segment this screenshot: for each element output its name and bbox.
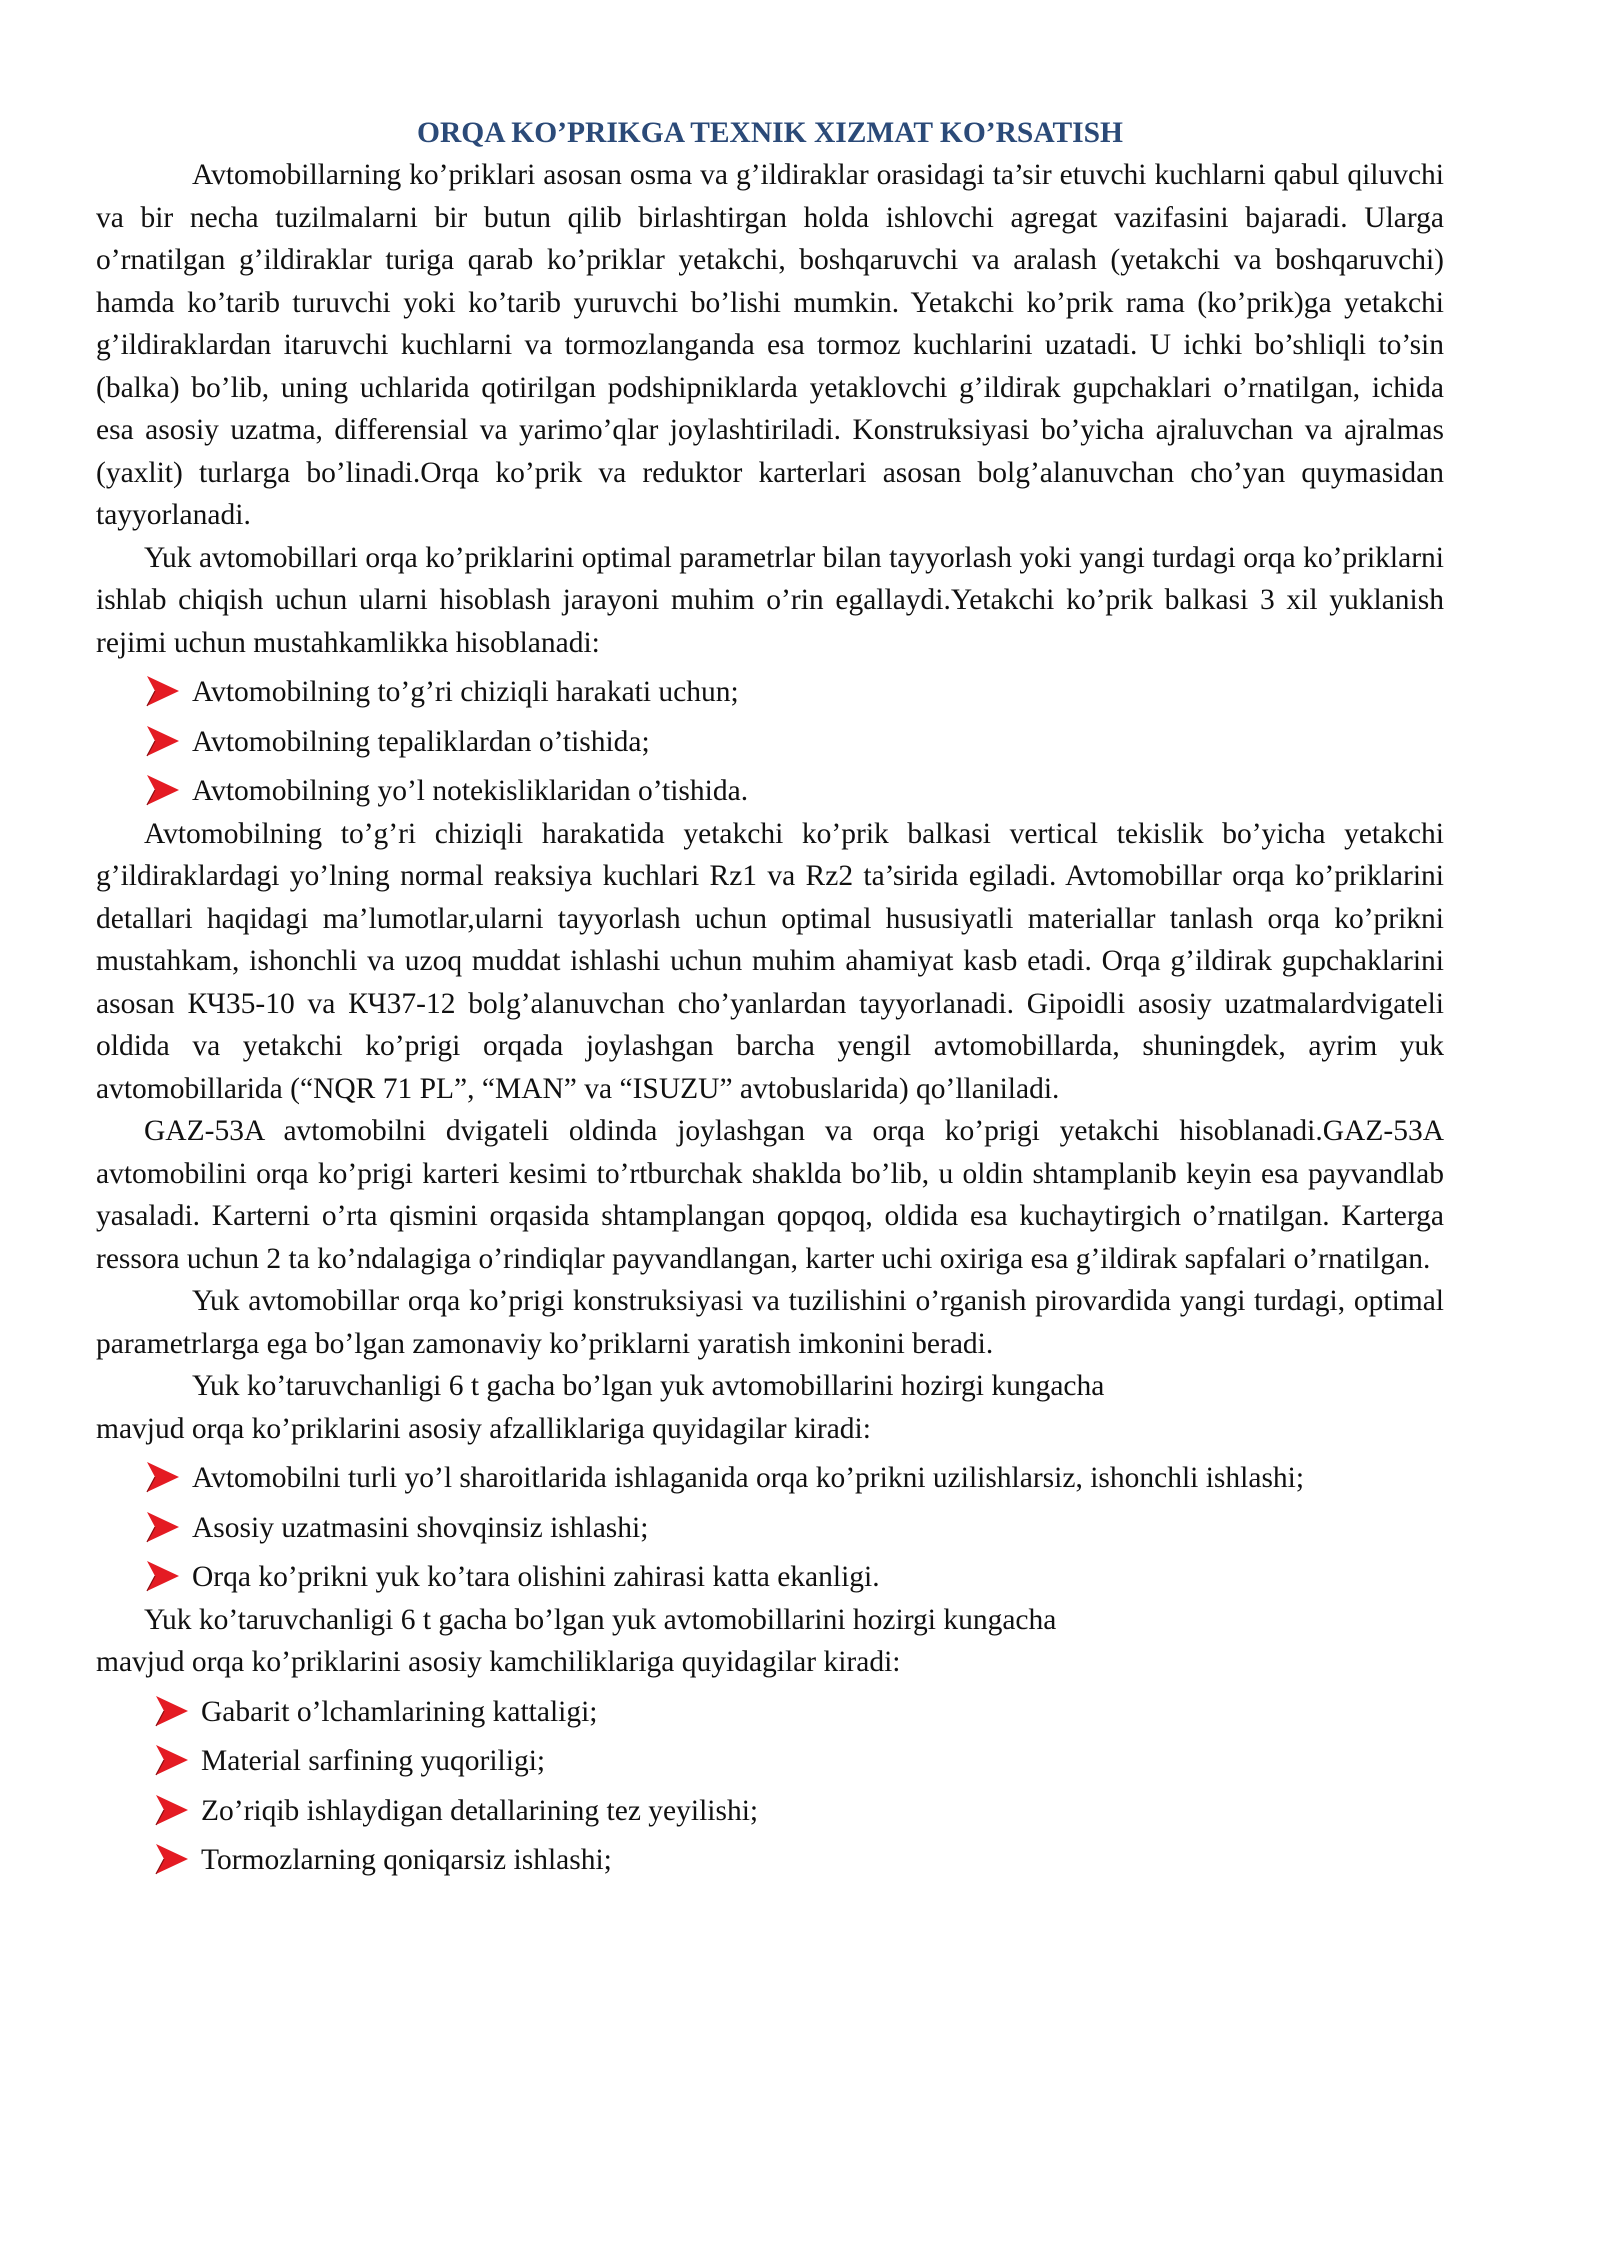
paragraph-disadvantages-intro-1: Yuk ko’taruvchanligi 6 t gacha bo’lgan yuk avtomobillarini hozirgi kungacha: [144, 1603, 1057, 1636]
list-item: [96, 1839, 1444, 1882]
list-item-text: Avtomobilning yo’l notekisliklaridan o’tishida.: [192, 775, 749, 807]
paragraph-study: Yuk avtomobillar orqa ko’prigi konstruksiyasi va tuzilishini o’rganish pirovardida yangi turdagi, optimal parametrlarga ega bo’lgan zamonaviy ko’priklarni yaratish imkonini beradi.: [96, 1285, 1444, 1360]
list-item: [96, 1457, 1444, 1500]
red-arrowhead-icon: [155, 1843, 189, 1875]
list-item: [96, 770, 1444, 813]
document-title: ORQA KO’PRIKGA TEXNIK XIZMAT KO’RSATISH: [417, 117, 1123, 149]
red-arrowhead-icon: [146, 675, 180, 707]
list-item-text: Orqa ko’prikni yuk ko’tara olishini zahirasi katta ekanligi.: [192, 1561, 880, 1593]
list-item: [96, 721, 1444, 764]
list-item-text: Asosiy uzatmasini shovqinsiz ishlashi;: [192, 1511, 649, 1544]
paragraph-straight-motion: Avtomobilning to’g’ri chiziqli harakatida yetakchi ko’prik balkasi vertical tekislik bo’yicha yetakchi g’ildiraklardagi yo’lning normal reaksiya kuchlari Rz1 va Rz2 ta’sirida egiladi. Avtomobillar orqa ko’priklarini detallari haqidagi ma’lumotlar,ularni tayyorlash uchun optimal hususiyatli materiallar tanlash orqa ko’prikni mustahkam, ishonchli va uzoq muddat ishlashi uchun muhim ahamiyat kasb etadi. Orqa g’ildirak gupchaklarini asosan КЧ35-10 va КЧ37-12 bolg’alanuvchan cho’yanlardan tayyorlanadi. Gipoidli asosiy uzatmalardvigateli oldida va yetakchi ko’prigi orqada joylashgan barcha yengil avtomobillarda, shuningdek, ayrim yuk avtomobillarida (“NQR 71 PL”, “MAN” va “ISUZU” avtobuslarida) qo’llaniladi.: [96, 817, 1444, 1105]
red-arrowhead-icon: [146, 774, 180, 806]
advantages-list: [96, 1457, 1444, 1599]
paragraph-advantages-intro-1: Yuk ko’taruvchanligi 6 t gacha bo’lgan yuk avtomobillarini hozirgi kungacha: [192, 1370, 1105, 1402]
paragraph-disadvantages-intro-2: mavjud orqa ko’priklarini asosiy kamchiliklariga quyidagilar kiradi:: [96, 1646, 901, 1678]
red-arrowhead-icon: [146, 1511, 180, 1543]
red-arrowhead-icon: [155, 1744, 189, 1776]
list-item: [96, 1790, 1444, 1833]
disadvantages-list: [96, 1691, 1444, 1882]
list-item-text: Gabarit o’lchamlarining kattaligi;: [201, 1695, 598, 1728]
red-arrowhead-icon: [146, 725, 180, 757]
paragraph-advantages-intro-2: mavjud orqa ko’priklarini asosiy afzalliklariga quyidagilar kiradi:: [96, 1412, 871, 1445]
list-item: [96, 1740, 1444, 1783]
list-item: [96, 1507, 1444, 1550]
paragraph-intro: Avtomobillarning ko’priklari asosan osma va g’ildiraklar orasidagi ta’sir etuvchi kuchlarni qabul qiluvchi va bir necha tuzilmalarni bir butun qilib birlashtirgan holda ishlovchi agregat vazifasini bajaradi. Ularga o’rnatilgan g’ildiraklar turiga qarab ko’priklar yetakchi, boshqaruvchi va aralash (yetakchi va boshqaruvchi) hamda ko’tarib turuvchi yoki ko’tarib yuruvchi bo’lishi mumkin. Yetakchi ko’prik rama (ko’prik)ga yetakchi g’ildiraklardan itaruvchi kuchlarni va tormozlanganda esa tormoz kuchlarini uzatadi. U ichki bo’shliqli to’sin (balka) bo’lib, uning uchlarida qotirilgan podshipniklarda yetaklovchi g’ildirak gupchaklari o’rnatilgan, ichida esa asosiy uzatma, differensial va yarimo’qlar joylashtiriladi. Konstruksiyasi bo’yicha ajraluvchan va ajralmas (yaxlit) turlarga bo’linadi.Orqa ko’prik va reduktor karterlari asosan bolg’alanuvchan cho’yan quymasidan tayyorlanadi.: [96, 159, 1444, 531]
red-arrowhead-icon: [146, 1461, 180, 1493]
list-item-text: Avtomobilning tepaliklardan o’tishida;: [192, 725, 650, 758]
list-item: [96, 671, 1444, 714]
list-item-text: Avtomobilning to’g’ri chiziqli harakati uchun;: [192, 676, 739, 708]
red-arrowhead-icon: [155, 1695, 189, 1727]
list-item: [96, 1691, 1444, 1734]
list-item: [96, 1556, 1444, 1599]
list-item-text: Material sarfining yuqoriligi;: [201, 1745, 546, 1777]
list-item-text: Zo’riqib ishlaydigan detallarining tez yeyilishi;: [201, 1794, 759, 1827]
list-item-text: Tormozlarning qoniqarsiz ishlashi;: [201, 1844, 612, 1876]
red-arrowhead-icon: [155, 1794, 189, 1826]
paragraph-gaz53a: GAZ-53A avtomobilni dvigateli oldinda joylashgan va orqa ko’prigi yetakchi hisoblanadi.GAZ-53A avtomobilini orqa ko’prigi karteri kesimi to’rtburchak shaklda bo’lib, u oldin shtamplanib keyin esa payvandlab yasaladi. Karterni o’rta qismini orqasida shtamplangan qopqoq, oldida esa kuchaytirgich o’rnatilgan. Karterga ressora uchun 2 ta ko’ndalagiga o’rindiqlar payvandlangan, karter uchi oxiriga esa g’ildirak sapfalari o’rnatilgan.: [96, 1115, 1444, 1275]
paragraph-calculation: Yuk avtomobillari orqa ko’priklarini optimal parametrlar bilan tayyorlash yoki yangi turdagi orqa ko’priklarni ishlab chiqish uchun ularni hisoblash jarayoni muhim o’rin egallaydi.Yetakchi ko’prik balkasi 3 xil yuklanish rejimi uchun mustahkamlikka hisoblanadi:: [96, 541, 1444, 659]
load-modes-list: [96, 671, 1444, 813]
list-item-text: Avtomobilni turli yo’l sharoitlarida ishlaganida orqa ko’prikni uzilishlarsiz, ishonchli ishlashi;: [192, 1462, 1305, 1494]
red-arrowhead-icon: [146, 1560, 180, 1592]
